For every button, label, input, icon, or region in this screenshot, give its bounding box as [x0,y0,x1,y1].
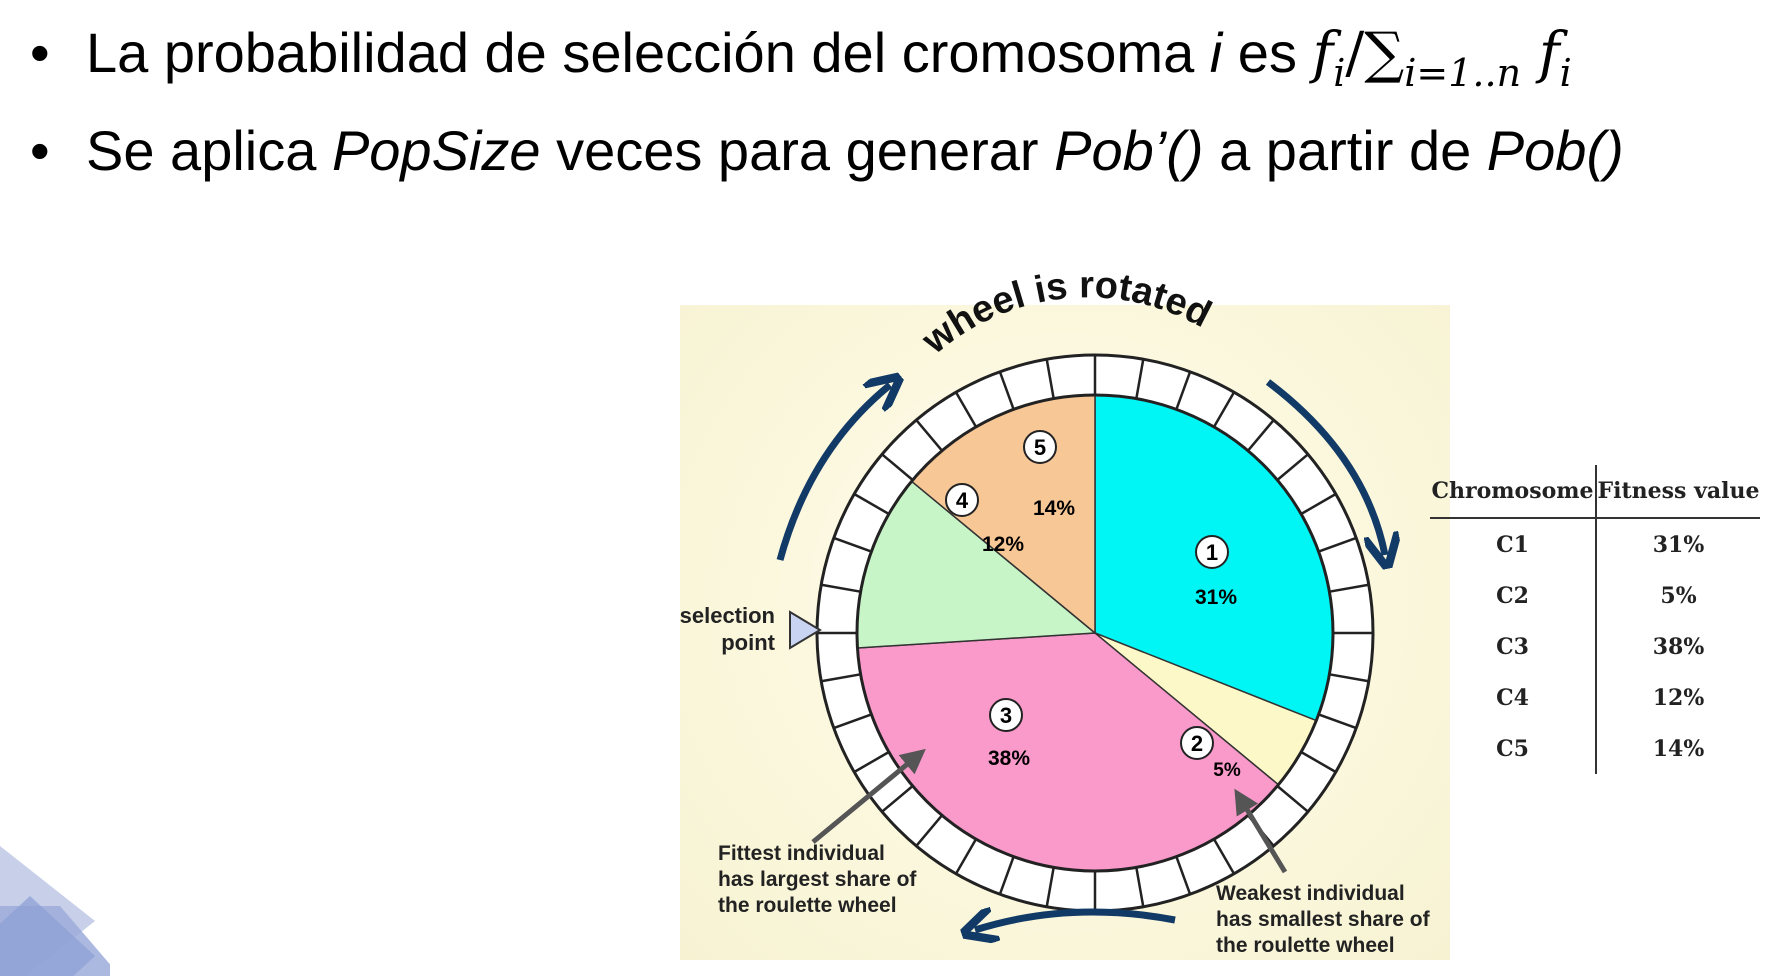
fittest-note-2: has largest share of [718,868,917,891]
wheel-title [914,264,1218,362]
formula-f2-sub: i [1559,51,1572,95]
table-row [1430,519,1760,570]
header-chromosome: Chromosome [1430,465,1597,517]
fitness-table [1430,465,1760,774]
bullet-dot: • [30,119,50,182]
slice-2-percent: 5% [1213,760,1241,781]
bullet-2-mid: veces para generar [540,119,1055,182]
cell-fitness: 5% [1660,582,1697,609]
bullet-1-es: es [1222,21,1313,84]
slice-3-number: 3 [999,703,1013,728]
cell-fitness: 38% [1652,633,1705,660]
rotation-arrow-bottom [975,912,1175,930]
bullet-2-mid2: a partir de [1203,119,1487,182]
formula-f-sub: i [1333,51,1346,95]
bullet-dot: • [30,21,50,84]
cell-chromosome: C2 [1430,570,1597,621]
formula-sum-sub: i=1..n [1404,51,1522,95]
slice-1-percent: 31% [1194,586,1238,609]
slice-2-number: 2 [1190,731,1204,756]
slice-3-percent: 38% [987,747,1031,770]
table-row [1430,672,1760,723]
cell-chromosome: C4 [1430,672,1597,723]
bullet-2-pob-prime: Pob’() [1054,119,1204,182]
pie-slices [857,395,1333,871]
slice-5-percent: 14% [1032,497,1076,520]
formula-sum: /∑ [1345,21,1405,86]
slice-4-percent: 12% [981,533,1025,556]
cell-fitness: 14% [1652,735,1705,762]
slice-4-number: 4 [955,488,969,513]
bullet-2-pob: Pob() [1486,119,1624,182]
table-row [1430,723,1760,774]
slice-5-number: 5 [1033,435,1047,460]
wheel-title-text: wheel is rotated [914,264,1218,363]
cell-chromosome: C1 [1430,519,1597,570]
formula-f2: f [1521,21,1560,86]
selection-label-2: point [721,630,775,655]
bullet-1-text: La probabilidad de selección del cromosoma [86,21,1210,84]
bullet-1-var: i [1209,21,1223,84]
header-fitness: Fitness value [1597,478,1760,504]
table-row [1430,570,1760,621]
slice-1-number: 1 [1205,540,1219,565]
cell-fitness: 31% [1652,531,1705,558]
cell-fitness: 12% [1652,684,1705,711]
selection-label-1: selection [679,603,775,628]
formula-f: f [1312,21,1334,86]
fitness-table-header [1430,465,1760,519]
weakest-note-1: Weakest individual [1216,882,1405,905]
weakest-note-3: the roulette wheel [1216,934,1395,957]
bullet-2-popsize: PopSize [331,119,541,182]
weakest-note-2: has smallest share of [1216,908,1430,931]
bullet-2-pre: Se aplica [86,119,332,182]
fittest-note-3: the roulette wheel [718,894,897,917]
table-row [1430,621,1760,672]
cell-chromosome: C3 [1430,621,1597,672]
selection-point-marker [790,612,820,648]
fittest-note-1: Fittest individual [718,842,885,865]
cell-chromosome: C5 [1430,723,1597,774]
